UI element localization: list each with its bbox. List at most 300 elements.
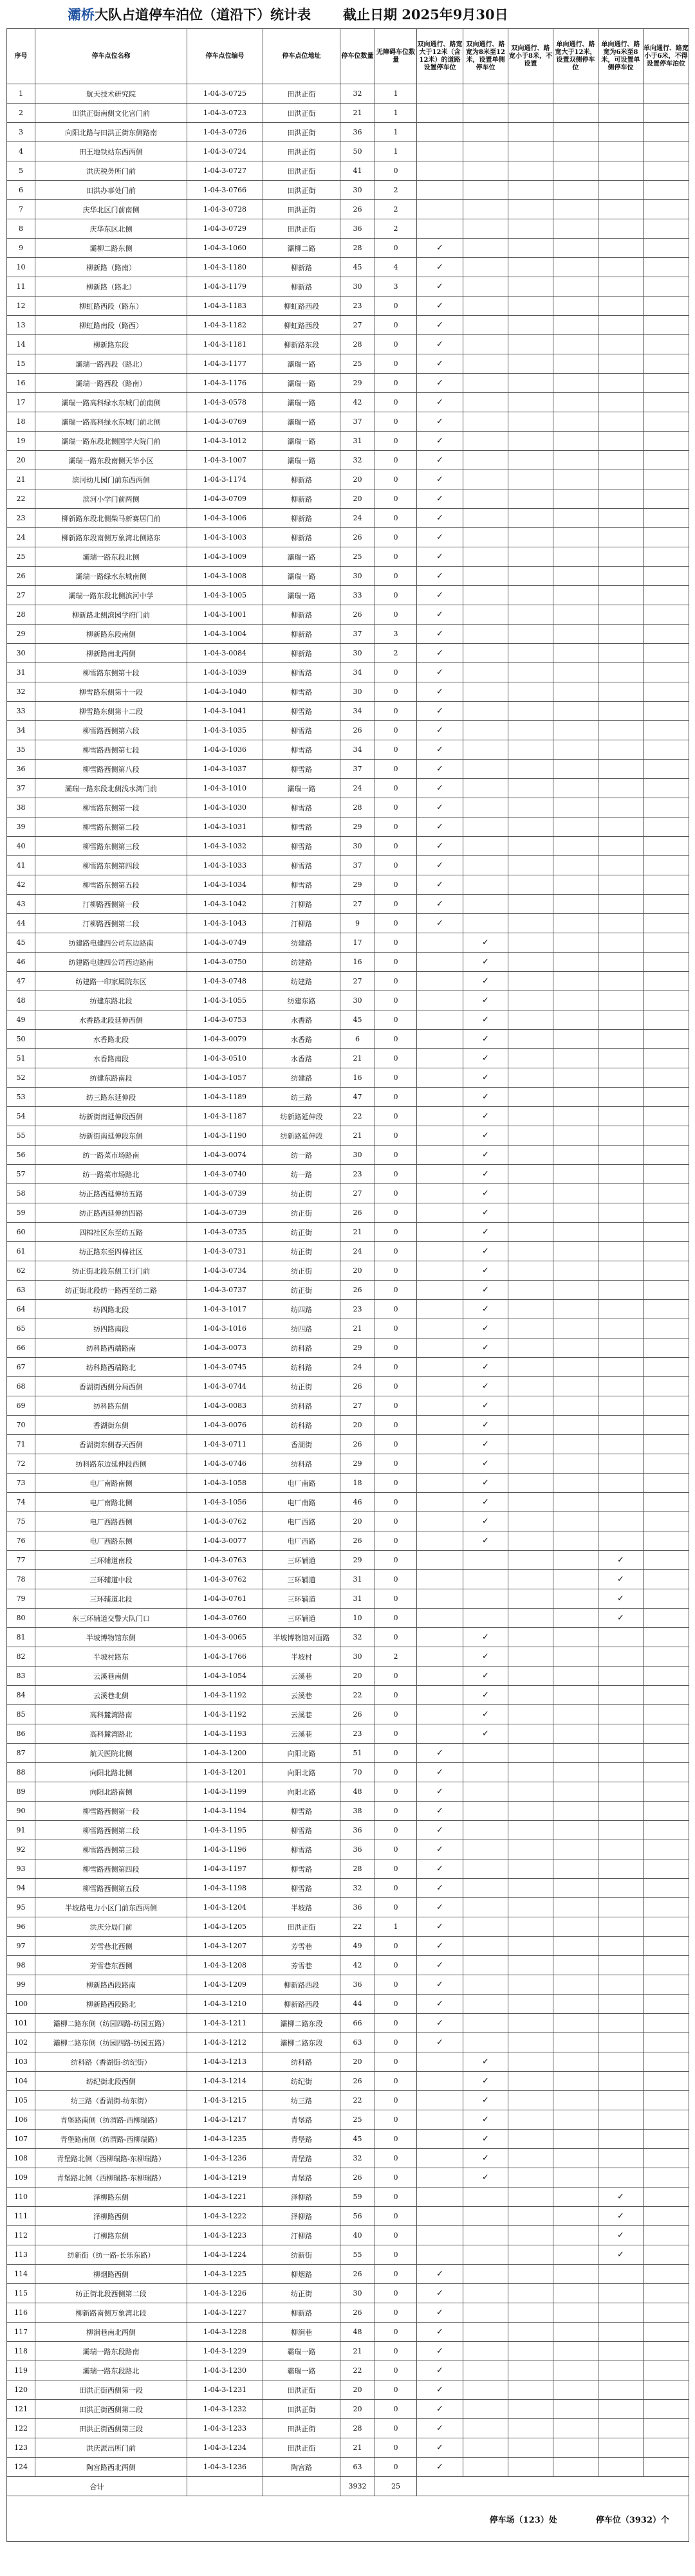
point-address: 纺正街 xyxy=(263,1242,340,1261)
type-e: ✓ xyxy=(598,1589,644,1609)
type-f xyxy=(644,1705,689,1724)
point-address: 田洪正街 xyxy=(263,200,340,219)
accessible-count: 0 xyxy=(375,1744,417,1763)
point-name: 柳雪路东侧第十一段 xyxy=(35,682,187,702)
type-a: ✓ xyxy=(417,509,463,528)
type-c xyxy=(508,1358,553,1377)
type-f xyxy=(644,1146,689,1165)
type-f xyxy=(644,625,689,644)
accessible-count: 0 xyxy=(375,1686,417,1705)
point-code: 1-04-3-1183 xyxy=(187,297,263,316)
table-row xyxy=(7,509,689,528)
row-number: 67 xyxy=(7,1358,35,1377)
space-count: 30 xyxy=(340,837,375,856)
type-d xyxy=(553,1609,598,1628)
type-a: ✓ xyxy=(417,2361,463,2380)
table-row xyxy=(7,2091,689,2110)
type-e xyxy=(598,509,644,528)
type-f xyxy=(644,1802,689,1821)
type-b xyxy=(463,2265,508,2284)
point-address: 灞瑞一路 xyxy=(263,354,340,374)
point-code: 1-04-3-1176 xyxy=(187,374,263,393)
row-number: 93 xyxy=(7,1859,35,1879)
table-row xyxy=(7,2149,689,2168)
row-number: 79 xyxy=(7,1589,35,1609)
type-a: ✓ xyxy=(417,818,463,837)
point-name: 纺三路（香湖街-纺东街） xyxy=(35,2091,187,2110)
type-f xyxy=(644,798,689,818)
type-d xyxy=(553,1763,598,1782)
type-d xyxy=(553,1107,598,1126)
point-code: 1-04-3-1057 xyxy=(187,1068,263,1088)
type-f xyxy=(644,2342,689,2361)
type-a xyxy=(417,2245,463,2265)
total-empty-2 xyxy=(263,2477,340,2496)
type-e xyxy=(598,1203,644,1223)
type-b xyxy=(463,104,508,123)
point-address: 汀柳路 xyxy=(263,895,340,914)
type-a xyxy=(417,953,463,972)
type-f xyxy=(644,1242,689,1261)
type-f xyxy=(644,1049,689,1068)
type-c xyxy=(508,1879,553,1898)
space-count: 24 xyxy=(340,1242,375,1261)
space-count: 20 xyxy=(340,1416,375,1435)
type-e xyxy=(598,1879,644,1898)
point-name: 柳雪路东侧第二段 xyxy=(35,818,187,837)
type-d xyxy=(553,1203,598,1223)
type-a: ✓ xyxy=(417,1744,463,1763)
row-number: 3 xyxy=(7,123,35,142)
type-d xyxy=(553,412,598,432)
point-address: 霸瑞一路 xyxy=(263,2342,340,2361)
accessible-count: 0 xyxy=(375,1126,417,1146)
point-name: 纺新街南延伸段西侧 xyxy=(35,1107,187,1126)
point-code: 1-04-3-1197 xyxy=(187,1859,263,1879)
space-count: 30 xyxy=(340,2284,375,2303)
type-f xyxy=(644,1763,689,1782)
point-address: 田洪正街 xyxy=(263,123,340,142)
type-f xyxy=(644,1435,689,1454)
type-d xyxy=(553,2438,598,2458)
type-b: ✓ xyxy=(463,1724,508,1744)
type-c xyxy=(508,316,553,335)
point-code: 1-04-3-1182 xyxy=(187,316,263,335)
type-d xyxy=(553,219,598,239)
type-f xyxy=(644,914,689,933)
type-f xyxy=(644,1821,689,1840)
type-d xyxy=(553,528,598,547)
row-number: 39 xyxy=(7,818,35,837)
point-code: 1-04-3-0076 xyxy=(187,1416,263,1435)
accessible-count: 0 xyxy=(375,2052,417,2072)
point-address: 柳新路 xyxy=(263,605,340,625)
type-e xyxy=(598,1242,644,1261)
row-number: 100 xyxy=(7,1995,35,2014)
table-row xyxy=(7,1030,689,1049)
accessible-count: 0 xyxy=(375,1551,417,1570)
point-name: 香湖街东侧 xyxy=(35,1416,187,1435)
type-f xyxy=(644,2265,689,2284)
point-name: 柳新路南北两侧 xyxy=(35,644,187,663)
point-name: 水香路北段延伸西侧 xyxy=(35,1010,187,1030)
table-row xyxy=(7,1879,689,1898)
row-number: 110 xyxy=(7,2188,35,2207)
type-b xyxy=(463,1570,508,1589)
type-a: ✓ xyxy=(417,605,463,625)
type-e xyxy=(598,2419,644,2438)
type-b: ✓ xyxy=(463,1146,508,1165)
space-count: 27 xyxy=(340,316,375,335)
type-d xyxy=(553,509,598,528)
type-b: ✓ xyxy=(463,1416,508,1435)
point-code: 1-04-3-0748 xyxy=(187,972,263,991)
accessible-count: 1 xyxy=(375,84,417,104)
point-name: 柳新路西段路北 xyxy=(35,1995,187,2014)
type-d xyxy=(553,991,598,1010)
type-a: ✓ xyxy=(417,2458,463,2477)
accessible-count: 0 xyxy=(375,509,417,528)
row-number: 6 xyxy=(7,181,35,200)
type-c xyxy=(508,84,553,104)
point-name: 汀柳路西侧第一段 xyxy=(35,895,187,914)
type-e xyxy=(598,2072,644,2091)
type-c xyxy=(508,837,553,856)
point-code: 1-04-3-1211 xyxy=(187,2014,263,2033)
type-a xyxy=(417,1088,463,1107)
row-number: 58 xyxy=(7,1184,35,1203)
type-a xyxy=(417,2149,463,2168)
type-a xyxy=(417,2226,463,2245)
point-address: 灞瑞一路 xyxy=(263,412,340,432)
type-b xyxy=(463,412,508,432)
row-number: 116 xyxy=(7,2303,35,2323)
type-f xyxy=(644,1281,689,1300)
point-address: 三环辅道 xyxy=(263,1609,340,1628)
type-b: ✓ xyxy=(463,1358,508,1377)
type-e xyxy=(598,2361,644,2380)
type-f xyxy=(644,1512,689,1531)
point-code: 1-04-3-1034 xyxy=(187,875,263,895)
point-address: 纺建路 xyxy=(263,972,340,991)
type-b xyxy=(463,798,508,818)
point-code: 1-04-3-0731 xyxy=(187,1242,263,1261)
accessible-count: 0 xyxy=(375,1879,417,1898)
accessible-count: 0 xyxy=(375,682,417,702)
type-e xyxy=(598,1261,644,1281)
point-address: 柳雪路 xyxy=(263,1879,340,1898)
point-address: 云溪巷 xyxy=(263,1667,340,1686)
point-name: 半坡博物馆东侧 xyxy=(35,1628,187,1647)
type-a xyxy=(417,1184,463,1203)
accessible-count: 0 xyxy=(375,760,417,779)
type-b: ✓ xyxy=(463,1068,508,1088)
point-address: 田洪正街 xyxy=(263,2400,340,2419)
accessible-count: 0 xyxy=(375,567,417,586)
type-d xyxy=(553,2303,598,2323)
point-address: 泽柳路 xyxy=(263,2188,340,2207)
type-b: ✓ xyxy=(463,1049,508,1068)
type-e xyxy=(598,2168,644,2188)
type-f xyxy=(644,1396,689,1416)
table-row xyxy=(7,663,689,682)
point-address: 田洪正街 xyxy=(263,2419,340,2438)
type-b: ✓ xyxy=(463,2052,508,2072)
type-e xyxy=(598,1898,644,1917)
row-number: 69 xyxy=(7,1396,35,1416)
type-c xyxy=(508,779,553,798)
type-c xyxy=(508,1744,553,1763)
point-address: 柳雪路 xyxy=(263,818,340,837)
space-count: 34 xyxy=(340,740,375,760)
row-number: 44 xyxy=(7,914,35,933)
row-number: 9 xyxy=(7,239,35,258)
type-e xyxy=(598,1782,644,1802)
table-row xyxy=(7,297,689,316)
type-d xyxy=(553,1551,598,1570)
type-a: ✓ xyxy=(417,644,463,663)
space-count: 26 xyxy=(340,528,375,547)
accessible-count: 0 xyxy=(375,1724,417,1744)
type-d xyxy=(553,1705,598,1724)
type-f xyxy=(644,1628,689,1647)
accessible-count: 0 xyxy=(375,432,417,451)
point-address: 汀柳路 xyxy=(263,2226,340,2245)
table-row xyxy=(7,2014,689,2033)
type-b: ✓ xyxy=(463,1184,508,1203)
point-address: 芳雪巷 xyxy=(263,1937,340,1956)
type-d xyxy=(553,2188,598,2207)
point-code: 1-04-3-1232 xyxy=(187,2400,263,2419)
space-count: 26 xyxy=(340,721,375,740)
point-name: 半坡村路东 xyxy=(35,1647,187,1667)
point-name: 电厂西路东侧 xyxy=(35,1531,187,1551)
point-address: 柳虹路西段 xyxy=(263,316,340,335)
type-b xyxy=(463,1995,508,2014)
accessible-count: 0 xyxy=(375,547,417,567)
row-number: 15 xyxy=(7,354,35,374)
type-e xyxy=(598,316,644,335)
type-c xyxy=(508,1570,553,1589)
type-a: ✓ xyxy=(417,875,463,895)
footer-cell xyxy=(7,2496,689,2542)
point-name: 柳新路东段 xyxy=(35,335,187,354)
point-name: 田洪正街西侧第三段 xyxy=(35,2419,187,2438)
point-address: 纺正街 xyxy=(263,1281,340,1300)
point-address: 纺新路延伸段 xyxy=(263,1107,340,1126)
point-name: 柳新路东段南侧万象湾北侧路东 xyxy=(35,528,187,547)
type-f xyxy=(644,1667,689,1686)
accessible-count: 0 xyxy=(375,1300,417,1319)
type-a xyxy=(417,1126,463,1146)
type-f xyxy=(644,470,689,489)
type-f xyxy=(644,586,689,605)
type-e xyxy=(598,489,644,509)
type-e xyxy=(598,1917,644,1937)
type-a xyxy=(417,1358,463,1377)
row-number: 84 xyxy=(7,1686,35,1705)
type-b xyxy=(463,1744,508,1763)
type-b xyxy=(463,605,508,625)
type-c xyxy=(508,104,553,123)
table-row xyxy=(7,1454,689,1474)
accessible-count: 0 xyxy=(375,914,417,933)
space-count: 32 xyxy=(340,1879,375,1898)
type-d xyxy=(553,740,598,760)
type-b xyxy=(463,2245,508,2265)
type-e xyxy=(598,2380,644,2400)
point-name: 青堡路南侧（纺渭路-西柳瑞路） xyxy=(35,2130,187,2149)
point-code: 1-04-3-1008 xyxy=(187,567,263,586)
type-c xyxy=(508,181,553,200)
type-a xyxy=(417,1281,463,1300)
type-f xyxy=(644,1165,689,1184)
type-d xyxy=(553,489,598,509)
row-number: 36 xyxy=(7,760,35,779)
row-number: 118 xyxy=(7,2342,35,2361)
row-number: 14 xyxy=(7,335,35,354)
type-b xyxy=(463,239,508,258)
accessible-count: 0 xyxy=(375,1995,417,2014)
type-b: ✓ xyxy=(463,1454,508,1474)
type-f xyxy=(644,856,689,875)
point-code: 1-04-3-0740 xyxy=(187,1165,263,1184)
type-e xyxy=(598,991,644,1010)
point-code: 1-04-3-0084 xyxy=(187,644,263,663)
point-name: 柳新路北侧滨园学府门前 xyxy=(35,605,187,625)
point-name: 青堡路北侧（西柳瑞路-东柳瑞路） xyxy=(35,2168,187,2188)
header-cell: 双向通行、路宽小于8米，不设置 xyxy=(508,29,553,84)
type-f xyxy=(644,2245,689,2265)
point-address: 灞瑞一路 xyxy=(263,779,340,798)
type-c xyxy=(508,2149,553,2168)
accessible-count: 0 xyxy=(375,412,417,432)
cutoff-date: 截止日期 2025年9月30日 xyxy=(343,6,508,23)
type-b xyxy=(463,1589,508,1609)
row-number: 22 xyxy=(7,489,35,509)
point-name: 田洪正街西侧第一段 xyxy=(35,2380,187,2400)
type-f xyxy=(644,374,689,393)
space-count: 28 xyxy=(340,798,375,818)
table-row xyxy=(7,528,689,547)
type-b: ✓ xyxy=(463,1203,508,1223)
type-e xyxy=(598,1686,644,1705)
space-count: 22 xyxy=(340,1686,375,1705)
point-address: 柳新路 xyxy=(263,509,340,528)
footer-points: 停车场（123）处 xyxy=(489,2515,557,2525)
point-code: 1-04-3-1035 xyxy=(187,721,263,740)
type-f xyxy=(644,567,689,586)
row-number: 92 xyxy=(7,1840,35,1859)
point-name: 柳雪路东侧第五段 xyxy=(35,875,187,895)
type-e xyxy=(598,393,644,412)
accessible-count: 0 xyxy=(375,316,417,335)
type-e xyxy=(598,354,644,374)
point-code: 1-04-3-0728 xyxy=(187,200,263,219)
type-d xyxy=(553,644,598,663)
point-code: 1-04-3-0725 xyxy=(187,84,263,104)
type-d xyxy=(553,1589,598,1609)
point-name: 电厂西路西侧 xyxy=(35,1512,187,1531)
type-a xyxy=(417,1628,463,1647)
space-count: 37 xyxy=(340,412,375,432)
point-code: 1-04-3-1001 xyxy=(187,605,263,625)
type-a: ✓ xyxy=(417,354,463,374)
type-c xyxy=(508,1667,553,1686)
point-code: 1-04-3-0083 xyxy=(187,1396,263,1416)
type-e xyxy=(598,2033,644,2052)
type-f xyxy=(644,161,689,181)
point-code: 1-04-3-1215 xyxy=(187,2091,263,2110)
type-b xyxy=(463,1898,508,1917)
accessible-count: 0 xyxy=(375,2110,417,2130)
type-e xyxy=(598,1358,644,1377)
row-number: 71 xyxy=(7,1435,35,1454)
point-code: 1-04-3-1032 xyxy=(187,837,263,856)
row-number: 90 xyxy=(7,1802,35,1821)
space-count: 6 xyxy=(340,1030,375,1049)
point-code: 1-04-3-0739 xyxy=(187,1203,263,1223)
row-number: 25 xyxy=(7,547,35,567)
type-f xyxy=(644,2130,689,2149)
point-name: 柳雪路东侧第四段 xyxy=(35,856,187,875)
space-count: 21 xyxy=(340,1319,375,1338)
accessible-count: 0 xyxy=(375,2188,417,2207)
space-count: 29 xyxy=(340,374,375,393)
row-number: 18 xyxy=(7,412,35,432)
row-number: 108 xyxy=(7,2149,35,2168)
point-name: 东三环辅道交警大队门口 xyxy=(35,1609,187,1628)
point-address: 云溪巷 xyxy=(263,1705,340,1724)
point-address: 纺科路 xyxy=(263,1416,340,1435)
table-row xyxy=(7,721,689,740)
type-e xyxy=(598,625,644,644)
type-e xyxy=(598,1724,644,1744)
type-a: ✓ xyxy=(417,1802,463,1821)
type-d xyxy=(553,1493,598,1512)
type-c xyxy=(508,567,553,586)
point-name: 柳涧巷南北两侧 xyxy=(35,2323,187,2342)
row-number: 94 xyxy=(7,1879,35,1898)
type-f xyxy=(644,1879,689,1898)
type-c xyxy=(508,1763,553,1782)
space-count: 33 xyxy=(340,586,375,605)
type-d xyxy=(553,1859,598,1879)
space-count: 37 xyxy=(340,760,375,779)
type-c xyxy=(508,933,553,953)
type-c xyxy=(508,2245,553,2265)
type-a: ✓ xyxy=(417,625,463,644)
type-a xyxy=(417,933,463,953)
type-d xyxy=(553,2265,598,2284)
type-b xyxy=(463,2226,508,2245)
type-d xyxy=(553,432,598,451)
type-e xyxy=(598,1319,644,1338)
row-number: 85 xyxy=(7,1705,35,1724)
type-b xyxy=(463,760,508,779)
accessible-count: 3 xyxy=(375,277,417,297)
table-row xyxy=(7,1589,689,1609)
point-name: 纺建东路北段 xyxy=(35,991,187,1010)
point-code: 1-04-3-0077 xyxy=(187,1531,263,1551)
point-code: 1-04-3-0737 xyxy=(187,1281,263,1300)
space-count: 66 xyxy=(340,2014,375,2033)
type-a: ✓ xyxy=(417,2265,463,2284)
type-a xyxy=(417,1300,463,1319)
point-address: 纺正街 xyxy=(263,2284,340,2303)
row-number: 88 xyxy=(7,1763,35,1782)
type-c xyxy=(508,798,553,818)
